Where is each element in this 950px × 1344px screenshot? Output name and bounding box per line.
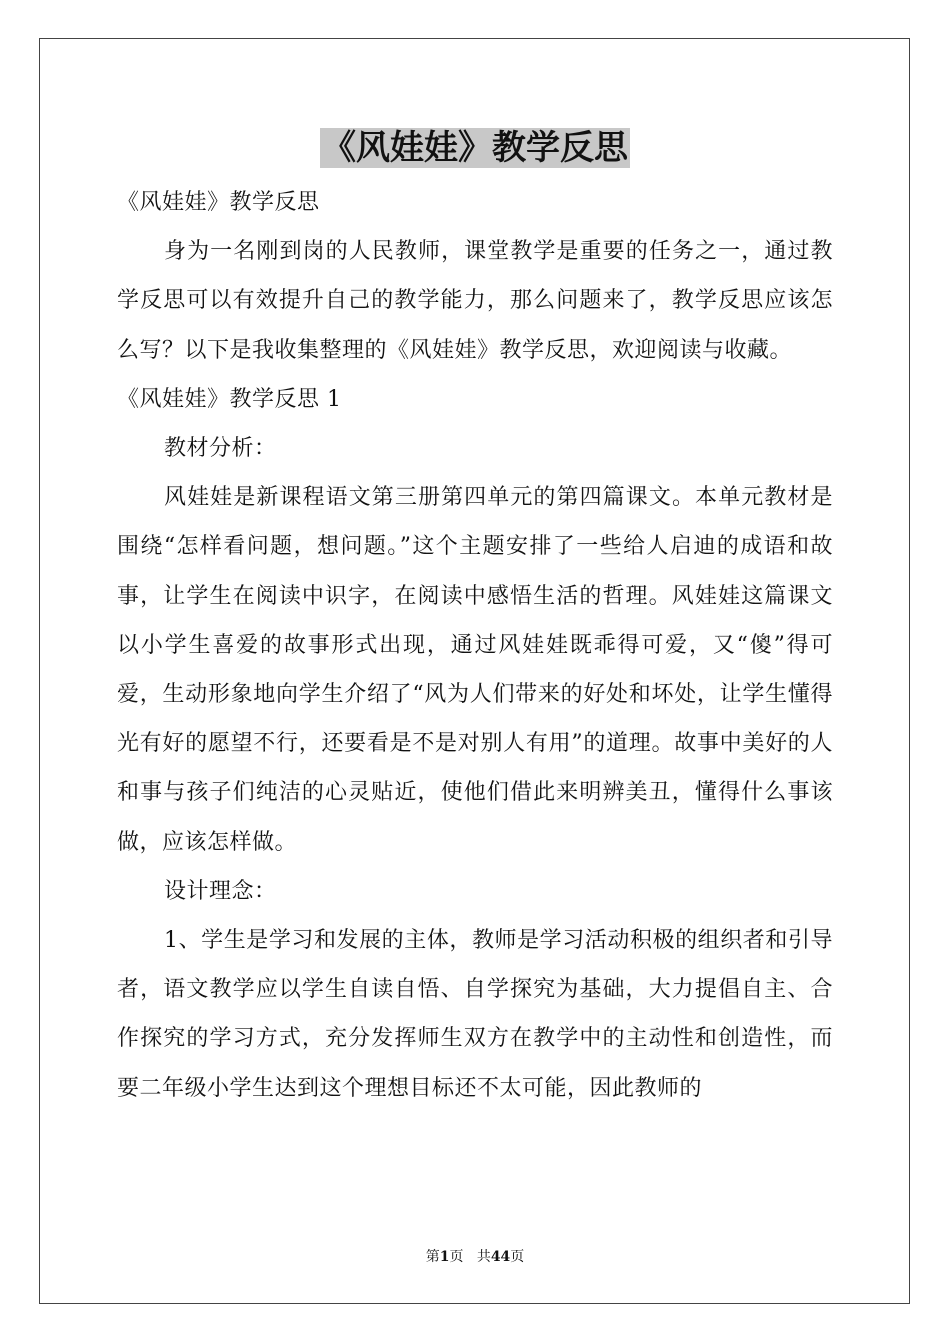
footer-total-suffix: 页: [510, 1249, 525, 1265]
page-footer: [0, 1247, 950, 1267]
document-title-text: 《风娃娃》教学反思: [322, 128, 628, 168]
paragraph-intro: 身为一名刚到岗的人民教师，课堂教学是重要的任务之一，通过教学反思可以有效提升自己的教学能力，那么问题来了，教学反思应该怎么写？以下是我收集整理的《风娃娃》教学反思，欢迎阅读与收藏。: [117, 239, 833, 363]
section-heading: 《风娃娃》教学反思 1: [117, 386, 342, 412]
paragraph-subtitle: 《风娃娃》教学反思: [117, 190, 320, 215]
paragraph-material-analysis: 风娃娃是新课程语文第三册第四单元的第四篇课文。本单元教材是围绕“怎样看问题，想问题。”这个主题安排了一些给人启迪的成语和故事，让学生在阅读中识字，在阅读中感悟生活的哲理。风娃娃这篇课文以小学生喜爱的故事形式出现，通过风娃娃既乖得可爱，又“傻”得可爱，生动形象地向学生介绍了“风为人们带来的好处和坏处，让学生懂得光有好的愿望不行，还要看是不是对别人有用”的道理。故事中美好的人和事与孩子们纯洁的心灵贴近，使他们借此来明辨美丑，懂得什么事该做，应该怎样做。: [117, 485, 833, 855]
footer-page-suffix: 页: [449, 1249, 464, 1265]
paragraph-material-heading: 教材分析：: [164, 436, 277, 462]
footer-total-pages: 44: [490, 1249, 511, 1265]
paragraph-design-point-1: 1、学生是学习和发展的主体，教师是学习活动积极的组织者和引导者，语文教学应以学生自读自悟、自学探究为基础，大力提倡自主、合作探究的学习方式，充分发挥师生双方在教学中的主动性和创造性，而要二年级小学生达到这个理想目标还不太可能，因此教师的: [117, 928, 833, 1101]
document-body: [117, 178, 833, 1113]
paragraph-design-heading: 设计理念：: [164, 878, 277, 904]
document-title: [0, 124, 950, 172]
footer-page-prefix: 第: [425, 1249, 440, 1265]
footer-page-number: 1: [439, 1249, 450, 1265]
footer-total-prefix: 共: [476, 1249, 491, 1265]
